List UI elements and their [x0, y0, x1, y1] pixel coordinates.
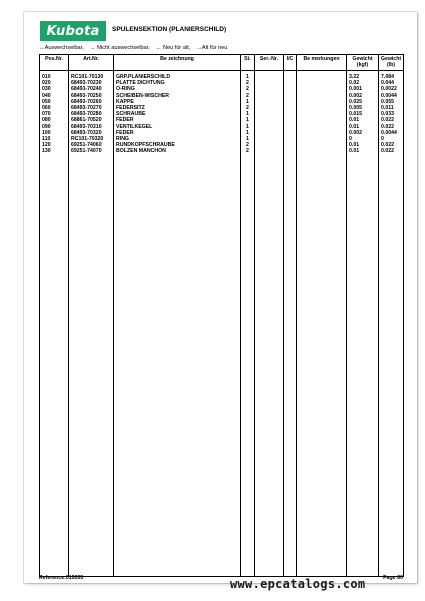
cell-weight-lb: 0.022 — [379, 142, 404, 148]
cell-art: 68493-70320 — [69, 130, 114, 136]
cell-bezeichnung: GRP.PLANIERSCHILD — [114, 71, 241, 81]
header-bemerkungen: Be merkungen — [297, 55, 347, 71]
filler-cell — [255, 155, 284, 577]
cell-pos: 090 — [40, 124, 69, 130]
filler-cell — [379, 155, 404, 577]
header-art: Art.Nr. — [69, 55, 114, 71]
cell-weight-kgf: 0.025 — [347, 99, 379, 105]
cell-stueck: 2 — [241, 80, 255, 86]
header-ic: I/C — [284, 55, 297, 71]
cell-weight-lb: 0.055 — [379, 99, 404, 105]
cell-pos: 070 — [40, 111, 69, 117]
cell-stueck: 2 — [241, 93, 255, 99]
filler-cell — [114, 155, 241, 577]
header-serial: Ser.-Nr. — [255, 55, 284, 71]
cell-weight-kgf: 0.01 — [347, 142, 379, 148]
reference-number: Reference:015055 — [39, 575, 84, 581]
cell-weight-lb: 0.022 — [379, 148, 404, 154]
cell-bezeichnung: PLATTE DICHTUNG — [114, 80, 241, 86]
table-filler-row — [40, 155, 404, 577]
cell-bemerkungen — [297, 71, 347, 81]
cell-weight-lb: 0.022 — [379, 124, 404, 130]
parts-table — [39, 54, 404, 577]
cell-pos: 020 — [40, 80, 69, 86]
cell-bezeichnung: FEDER — [114, 117, 241, 123]
filler-cell — [40, 155, 69, 577]
header-stueck: St. — [241, 55, 255, 71]
cell-art: 69251-74070 — [69, 148, 114, 154]
cell-art: 68493-70280 — [69, 111, 114, 117]
cell-stueck: 2 — [241, 142, 255, 148]
cell-art: 68493-70310 — [69, 124, 114, 130]
cell-stueck: 1 — [241, 124, 255, 130]
cell-weight-kgf: 0.002 — [347, 93, 379, 99]
cell-bezeichnung: VENTILKEGEL — [114, 124, 241, 130]
cell-pos: 030 — [40, 86, 69, 92]
cell-weight-lb: 0.022 — [379, 117, 404, 123]
cell-stueck: 1 — [241, 117, 255, 123]
cell-art: 68493-70240 — [69, 86, 114, 92]
cell-stueck: 2 — [241, 86, 255, 92]
legend-item-new-for-old: ← Neu für alt, — [155, 45, 191, 51]
cell-pos: 010 — [40, 71, 69, 81]
legend-item-not-interchangeable: → Nicht auswechselbar, — [89, 45, 150, 51]
cell-weight-lb: 0.0044 — [379, 130, 404, 136]
parts-table-body — [40, 71, 404, 577]
cell-weight-kgf: 0.005 — [347, 105, 379, 111]
header-weight-kgf-line2: (kgf) — [356, 62, 369, 68]
cell-pos: 120 — [40, 142, 69, 148]
filler-cell — [347, 155, 379, 577]
legend-item-interchangeable: ↔Auswechselbar, — [39, 45, 84, 51]
cell-bezeichnung: RING — [114, 136, 241, 142]
header-bezeichnung: Be zeichnung — [114, 55, 241, 71]
cell-stueck: 2 — [241, 148, 255, 154]
cell-pos: 130 — [40, 148, 69, 154]
cell-art: RC101-70130 — [69, 71, 114, 81]
header-weight-lb-line1: Gewicht — [380, 56, 402, 62]
cell-weight-kgf: 0.02 — [347, 80, 379, 86]
cell-pos: 060 — [40, 105, 69, 111]
cell-weight-kgf: 0.01 — [347, 148, 379, 154]
watermark-link[interactable]: www.epcatalogs.com — [230, 577, 366, 591]
cell-bezeichnung: SCHEIBEN-WISCHER — [114, 93, 241, 99]
cell-weight-kgf: 3.22 — [347, 71, 379, 81]
cell-weight-kgf: 0.002 — [347, 130, 379, 136]
cell-pos: 050 — [40, 99, 69, 105]
cell-weight-kgf: 0 — [347, 136, 379, 142]
page-number: Page:60 — [383, 575, 403, 581]
cell-bezeichnung: BOLZEN MANCHON — [114, 148, 241, 154]
cell-weight-lb: 0.0022 — [379, 86, 404, 92]
header-weight-lb — [379, 55, 404, 71]
cell-art: 69251-74060 — [69, 142, 114, 148]
cell-bezeichnung: RUNDKOPFSCHRAUBE — [114, 142, 241, 148]
cell-weight-kgf: 0.001 — [347, 86, 379, 92]
cell-ic — [284, 71, 297, 81]
filler-cell — [284, 155, 297, 577]
cell-art: 68493-70270 — [69, 105, 114, 111]
cell-weight-kgf: 0.01 — [347, 124, 379, 130]
cell-bezeichnung: O-RING — [114, 86, 241, 92]
cell-stueck: 1 — [241, 136, 255, 142]
cell-bezeichnung: FEDER — [114, 130, 241, 136]
filler-cell — [241, 155, 255, 577]
header-weight-kgf-line1: Gewicht — [352, 56, 373, 62]
cell-weight-lb: 0.0044 — [379, 93, 404, 99]
cell-stueck: 1 — [241, 71, 255, 81]
header-weight-lb-line2: (lb) — [386, 62, 396, 68]
interchangeability-legend — [39, 45, 227, 51]
filler-cell — [69, 155, 114, 577]
header-pos: Pos.Nr. — [40, 55, 69, 71]
cell-stueck: 1 — [241, 99, 255, 105]
cell-weight-lb: 0.044 — [379, 80, 404, 86]
page-title: SPULENSEKTION (PLANIERSCHILD) — [112, 26, 227, 33]
cell-pos: 040 — [40, 93, 69, 99]
cell-pos: 110 — [40, 136, 69, 142]
cell-weight-kgf: 0.01 — [347, 117, 379, 123]
cell-bezeichnung: KAPPE — [114, 99, 241, 105]
cell-art: 68861-70520 — [69, 117, 114, 123]
cell-weight-kgf: 0.015 — [347, 111, 379, 117]
cell-pos: 080 — [40, 117, 69, 123]
catalog-page — [24, 12, 417, 583]
cell-art: 68493-70230 — [69, 80, 114, 86]
cell-stueck: 1 — [241, 130, 255, 136]
header-weight-kgf — [347, 55, 379, 71]
cell-weight-lb: 0 — [379, 136, 404, 142]
cell-weight-lb: 0.033 — [379, 111, 404, 117]
cell-stueck: 2 — [241, 105, 255, 111]
cell-art: 68493-70250 — [69, 93, 114, 99]
legend-item-old-for-new: →Alt für neu — [196, 45, 228, 51]
kubota-logo: Kubota — [40, 21, 106, 41]
cell-art: 68493-70260 — [69, 99, 114, 105]
cell-bezeichnung: FEDERSITZ — [114, 105, 241, 111]
cell-stueck: 1 — [241, 111, 255, 117]
table-header-row — [40, 55, 404, 71]
cell-weight-lb: 0.011 — [379, 105, 404, 111]
cell-serial — [255, 71, 284, 81]
table-row — [40, 71, 404, 81]
cell-weight-lb: 7.084 — [379, 71, 404, 81]
cell-art: RC101-70320 — [69, 136, 114, 142]
cell-bezeichnung: SCHRAUBE — [114, 111, 241, 117]
cell-pos: 100 — [40, 130, 69, 136]
filler-cell — [297, 155, 347, 577]
